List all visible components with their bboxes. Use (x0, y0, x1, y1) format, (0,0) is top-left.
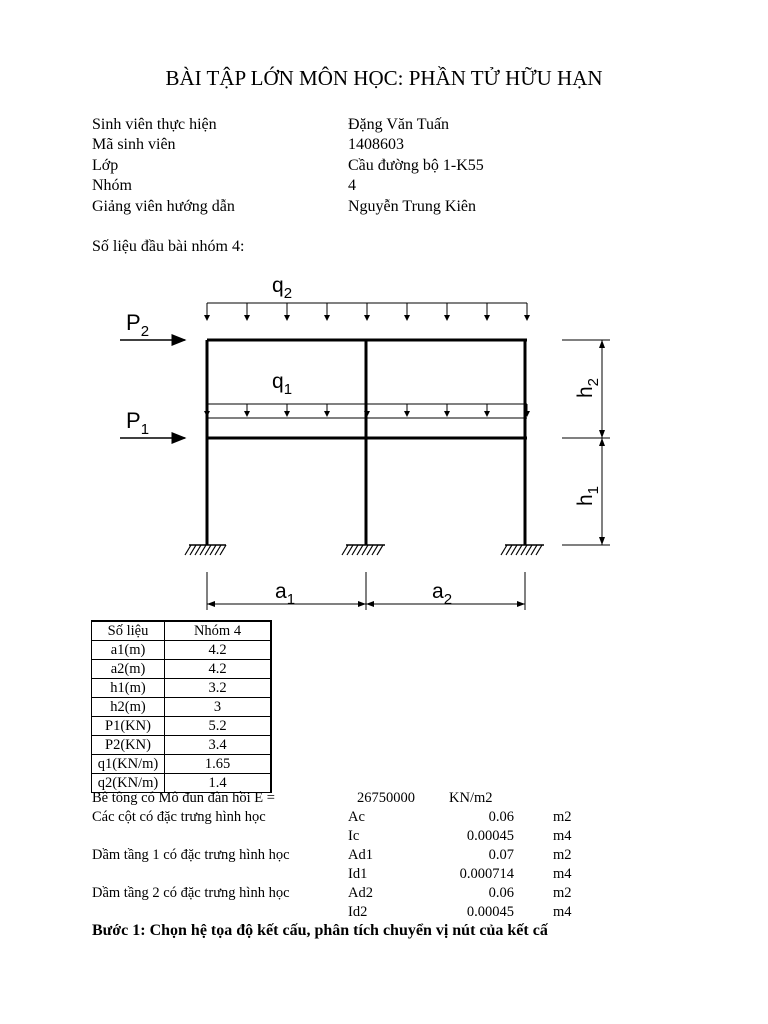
support-hatch (357, 545, 363, 555)
property-value: 0.07 (488, 847, 514, 863)
property-label: Dầm tầng 2 có đặc trưng hình học (92, 885, 290, 901)
table-row (92, 660, 272, 679)
support-hatch (521, 545, 527, 555)
support-hatch (190, 545, 196, 555)
q1-label: $q_1$ (272, 370, 293, 398)
property-symbol: Ac (348, 809, 365, 825)
support-hatch (372, 545, 378, 555)
table-cell: q1(KN/m) (92, 755, 165, 774)
table-cell: 1.4 (165, 774, 272, 793)
table-cell: a1(m) (92, 641, 165, 660)
info-value: Đặng Văn Tuấn (348, 116, 450, 133)
table-header-cell: Nhóm 4 (165, 621, 272, 641)
a2-label: $a_2$ (432, 580, 453, 608)
table-cell: 3.2 (165, 679, 272, 698)
table-row (92, 736, 272, 755)
support-hatch (377, 545, 383, 555)
p2-label: $P_2$ (126, 310, 150, 340)
property-unit: m4 (553, 828, 572, 844)
support-hatch (367, 545, 373, 555)
support-hatch (205, 545, 211, 555)
support-hatch (531, 545, 537, 555)
height-dimension (562, 340, 610, 545)
property-unit: m2 (553, 847, 572, 863)
support-hatch (347, 545, 353, 555)
input-data-table (91, 620, 272, 793)
property-unit: m4 (553, 866, 572, 882)
property-label: Các cột có đặc trưng hình học (92, 809, 266, 825)
info-value: Cầu đường bộ 1-K55 (348, 157, 484, 174)
table-header-row (92, 621, 272, 641)
table-row (92, 717, 272, 736)
support-hatch (210, 545, 216, 555)
table-cell: 5.2 (165, 717, 272, 736)
info-label: Giảng viên hướng dẫn (92, 198, 235, 215)
support-hatch (536, 545, 542, 555)
table-cell: q2(KN/m) (92, 774, 165, 793)
property-symbol: Ic (348, 828, 360, 844)
support-hatch (506, 545, 512, 555)
q2-load (207, 303, 527, 320)
property-value: 0.00045 (466, 904, 514, 920)
table-cell: 4.2 (165, 641, 272, 660)
table-header-cell: Số liệu (92, 621, 165, 641)
h1-label: $h_1$ (574, 485, 602, 506)
table-row (92, 641, 272, 660)
table-cell: 4.2 (165, 660, 272, 679)
support-hatch (185, 545, 191, 555)
info-value: 4 (348, 177, 356, 194)
info-label: Lớp (92, 157, 119, 174)
support-hatch (342, 545, 348, 555)
support-hatch (195, 545, 201, 555)
property-symbol: Id1 (348, 866, 368, 882)
a1-label: $a_1$ (275, 580, 296, 608)
width-dimension (207, 572, 525, 610)
support-hatch (516, 545, 522, 555)
p1-label: $P_1$ (126, 408, 150, 438)
support-hatch (511, 545, 517, 555)
material-unit: KN/m2 (449, 790, 493, 806)
support-hatch (215, 545, 221, 555)
h2-label: $h_2$ (574, 377, 602, 398)
table-cell: h1(m) (92, 679, 165, 698)
table-cell: a2(m) (92, 660, 165, 679)
material-value: 26750000 (357, 790, 415, 806)
document-title: BÀI TẬP LỚN MÔN HỌC: PHẦN TỬ HỮU HẠN (165, 66, 603, 90)
property-symbol: Ad1 (348, 847, 373, 863)
table-cell: 3.4 (165, 736, 272, 755)
info-label: Nhóm (92, 177, 132, 194)
property-unit: m4 (553, 904, 572, 920)
step-1-heading: Bước 1: Chọn hệ tọa độ kết cấu, phân tích chuyển vị nút của kết cấ (92, 922, 548, 939)
support-hatch (220, 545, 226, 555)
property-symbol: Id2 (348, 904, 368, 920)
support-hatch (362, 545, 368, 555)
material-label: Bê tông có Mô đun đàn hồi E = (92, 790, 275, 806)
support-hatch (501, 545, 507, 555)
property-value: 0.000714 (459, 866, 514, 882)
table-cell: h2(m) (92, 698, 165, 717)
property-unit: m2 (553, 809, 572, 825)
table-cell: P2(KN) (92, 736, 165, 755)
table-row (92, 755, 272, 774)
q2-label: $q_2$ (272, 274, 293, 302)
property-symbol: Ad2 (348, 885, 373, 901)
fixed-supports (185, 545, 544, 555)
table-cell: P1(KN) (92, 717, 165, 736)
table-cell: 3 (165, 698, 272, 717)
info-value: Nguyễn Trung Kiên (348, 198, 477, 215)
property-value: 0.00045 (466, 828, 514, 844)
property-label: Dầm tầng 1 có đặc trưng hình học (92, 847, 290, 863)
property-value: 0.06 (488, 885, 514, 901)
support-hatch (526, 545, 532, 555)
property-value: 0.06 (488, 809, 514, 825)
info-label: Sinh viên thực hiện (92, 116, 217, 133)
table-row (92, 679, 272, 698)
table-row (92, 698, 272, 717)
info-value: 1408603 (348, 136, 404, 153)
support-hatch (352, 545, 358, 555)
info-label: Mã sinh viên (92, 136, 176, 153)
frame-structure (207, 340, 527, 545)
intro-text: Số liệu đầu bài nhóm 4: (92, 238, 245, 255)
property-unit: m2 (553, 885, 572, 901)
table-cell: 1.65 (165, 755, 272, 774)
support-hatch (200, 545, 206, 555)
